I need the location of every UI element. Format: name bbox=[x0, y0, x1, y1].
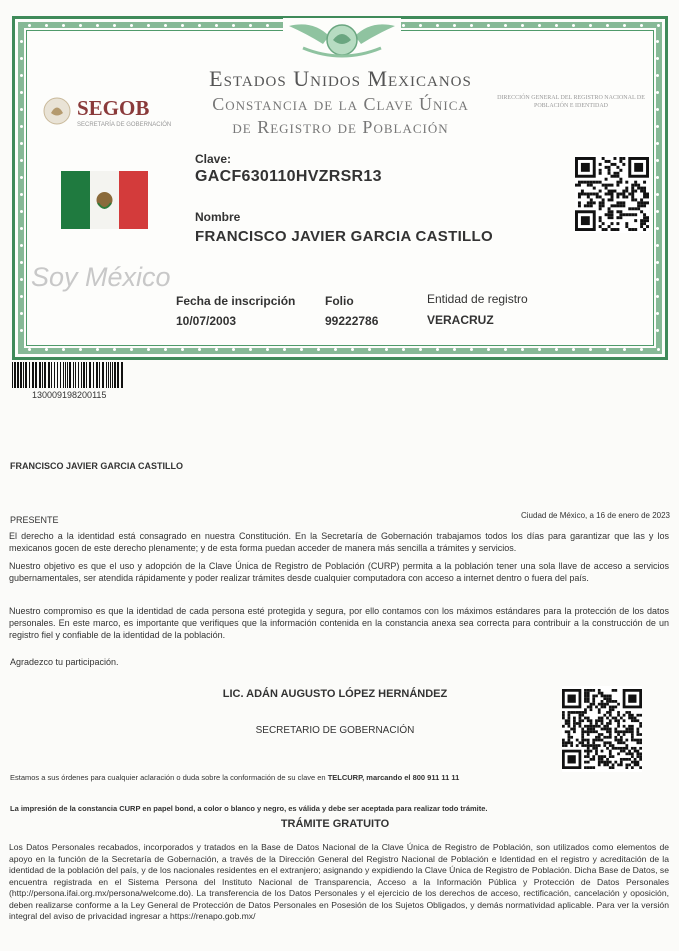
fecha-value: 10/07/2003 bbox=[176, 314, 237, 328]
paragraph-2: Nuestro objetivo es que el uso y adopción de la Clave Única de Registro de Población (CURP) permita a la población tener una sola llave de acceso a servicios gubernamentales, ser atendida rápidamente y poder realizar trámites desde cualquier computadora con acceso a internet dentro o fuera del país. bbox=[9, 561, 669, 583]
segob-subtitle: SECRETARÍA DE GOBERNACIÓN bbox=[77, 122, 172, 128]
document-title-line-2: de Registro de Población bbox=[232, 117, 449, 137]
document-title-line-1: Constancia de la Clave Única bbox=[212, 94, 469, 114]
contact-text: Estamos a sus órdenes para cualquier aclaración o duda sobre la conformación de su clave en bbox=[10, 773, 328, 782]
folio-label: Folio bbox=[325, 294, 354, 308]
entidad-label: Entidad de registro bbox=[427, 292, 528, 306]
qr-code-icon bbox=[562, 686, 642, 772]
fecha-label: Fecha de inscripción bbox=[176, 294, 296, 308]
telcurp-number: TELCURP, marcando el 800 911 11 11 bbox=[327, 773, 460, 782]
thanks-text: Agradezco tu participación. bbox=[10, 657, 119, 667]
paragraph-3: Nuestro compromiso es que la identidad de cada persona esté protegida y segura, por ello contamos con los máximos estándares para la protección de los datos personales. En este marco, es importante que verifiques que la información contenida en la constancia anexa sea correcta para contribuir a la construcción de un registro fiel y confiable de la identidad de la población. bbox=[9, 606, 669, 640]
paragraph-1: El derecho a la identidad está consagrado en nuestra Constitución. En la Secretaría de Gobernación trabajamos todos los días para garantizar que las y los mexicanos gocen de este derecho plenamente; y de esta forma puedan acceder de manera más sencilla a trámites y servicios. bbox=[9, 531, 669, 553]
segob-name: SEGOB bbox=[77, 96, 150, 120]
tramite-gratuito: TRÁMITE GRATUITO bbox=[280, 818, 390, 830]
presente-label: PRESENTE bbox=[10, 515, 59, 525]
place-date: Ciudad de México, a 16 de enero de 2023 bbox=[521, 511, 670, 520]
signer-name: LIC. ADÁN AUGUSTO LÓPEZ HERNÁNDEZ bbox=[222, 688, 448, 700]
folio-value: 99222786 bbox=[325, 314, 379, 328]
privacy-notice: Los Datos Personales recabados, incorporados y tratados en la Base de Datos Nacional de la Clave Única de Registro de Población, son utilizados como elementos de apoyo en la función de la Secretaría de Gobernación, a través de la Dirección General del Registro Nacional de Población e Identidad en el registro y acreditación de la identidad de la población del país, y de los nacionales residentes en el extranjero; asignando y expidiendo la Clave Única de Registro de Población. Dicha Base de Datos, se encuentra registrada en el Sistema Persona del Instituto Nacional de Transparencia, Acceso a la Información Pública y Protección de Datos Personales (http://persona.ifai.org.mx/persona/welcome.do). La transferencia de los Datos Personales y el ejercicio de los derechos de acceso, rectificación, cancelación y oposición, deben realizarse conforme a la Ley General de Protección de Datos Personales en Posesión de los Sujetos Obligados, y demás normatividad aplicable. Para ver la versión integral del aviso de privacidad ingresar a https://renapo.gob.mx/ bbox=[9, 842, 669, 921]
certificate-title bbox=[168, 66, 513, 138]
country-name: Estados Unidos Mexicanos bbox=[209, 66, 472, 91]
direccion-general-text: DIRECCIÓN GENERAL DEL REGISTRO NACIONAL DE POBLACIÓN E IDENTIDAD bbox=[497, 95, 645, 109]
contact-line bbox=[10, 772, 459, 784]
segob-emblem-icon bbox=[42, 96, 72, 126]
signer-title: SECRETARIO DE GOBERNACIÓN bbox=[255, 725, 415, 736]
coat-of-arms-icon bbox=[283, 18, 401, 62]
impresion-notice: La impresión de la constancia CURP en papel bond, a color o blanco y negro, es válida y debe ser aceptada para realizar todo trámite. bbox=[10, 804, 488, 813]
nombre-value: FRANCISCO JAVIER GARCIA CASTILLO bbox=[195, 228, 493, 245]
barcode-icon bbox=[12, 362, 124, 388]
barcode-number: 130009198200115 bbox=[32, 390, 107, 400]
qr-code-icon bbox=[575, 155, 649, 233]
soy-mexico-slogan: Soy México bbox=[31, 262, 171, 292]
mexican-flag-icon bbox=[61, 171, 148, 229]
entidad-value: VERACRUZ bbox=[427, 313, 494, 327]
nombre-label: Nombre bbox=[195, 210, 241, 224]
curp-value: GACF630110HVZRSR13 bbox=[195, 168, 382, 185]
recipient-name: FRANCISCO JAVIER GARCIA CASTILLO bbox=[10, 461, 184, 471]
clave-label: Clave: bbox=[195, 152, 232, 166]
